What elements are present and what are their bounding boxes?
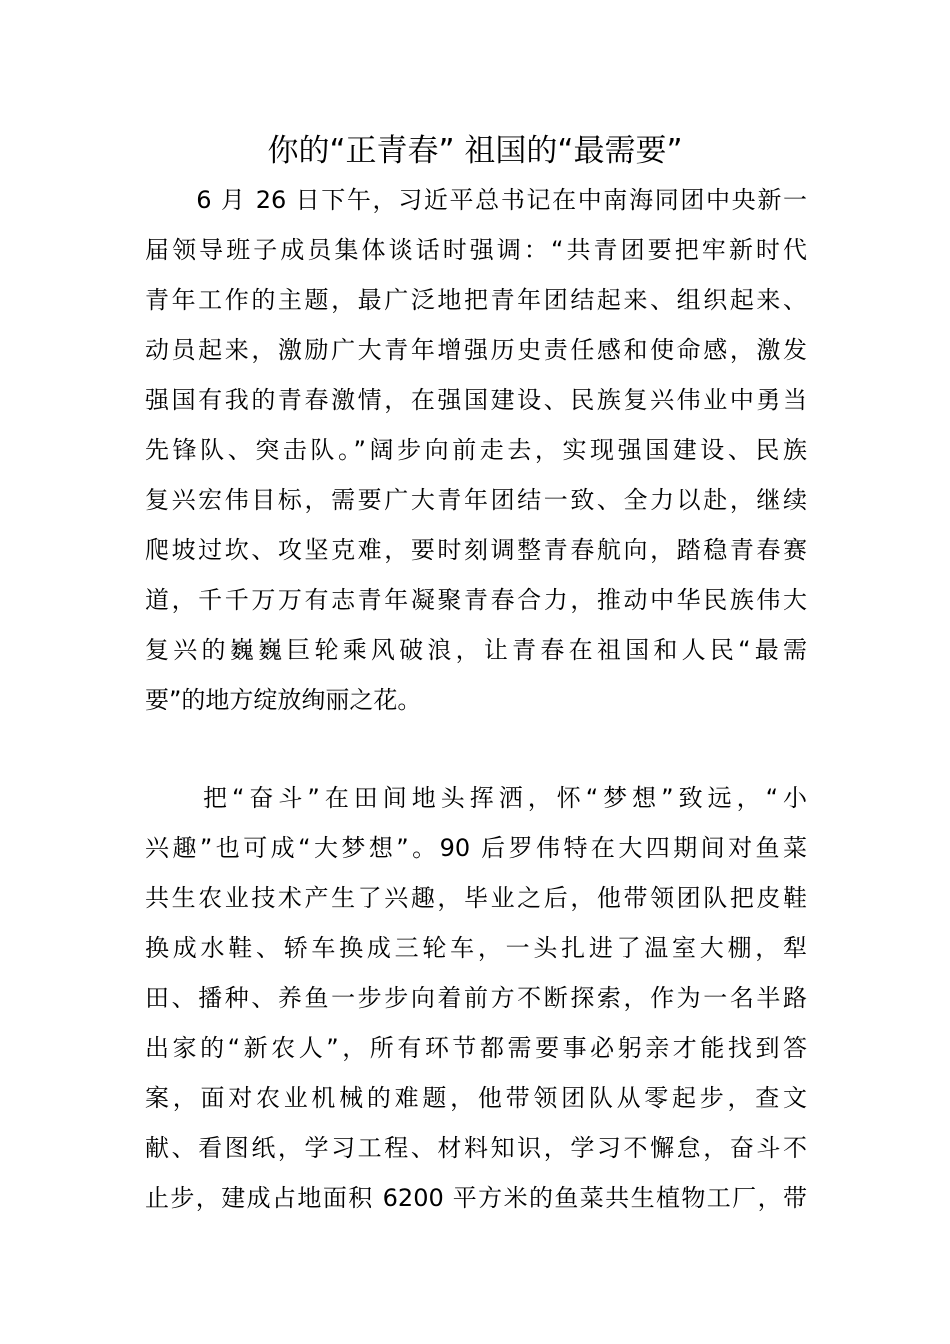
paragraph-line: 道，千千万万有志青年凝聚青春合力，推动中华民族伟大 [145,586,807,614]
paragraph-line: 出家的“新农人”，所有环节都需要事必躬亲才能找到答 [145,1034,807,1062]
paragraph-1 [145,175,807,725]
paragraph-line: 案，面对农业机械的难题，他带领团队从零起步，查文 [145,1084,807,1112]
paragraph-line: 爬坡过坎、攻坚克难，要时刻调整青春航向，踏稳青春赛 [145,536,807,564]
paragraph-line: 复兴宏伟目标，需要广大青年团结一致、全力以赴，继续 [145,486,807,514]
paragraph-line: 复兴的巍巍巨轮乘风破浪，让青春在祖国和人民“最需 [145,636,807,664]
paragraph-line: 献、看图纸，学习工程、材料知识，学习不懈怠，奋斗不 [145,1134,807,1162]
paragraph-line: 把“奋斗”在田间地头挥洒，怀“梦想”致远，“小 [145,784,807,812]
paragraph-line: 换成水鞋、轿车换成三轮车，一头扎进了温室大棚，犁 [145,934,807,962]
paragraph-line: 先锋队、突击队。”阔步向前走去，实现强国建设、民族 [145,436,807,464]
paragraph-line: 共生农业技术产生了兴趣，毕业之后，他带领团队把皮鞋 [145,884,807,912]
document-title: 你的“正青春” 祖国的“最需要” [267,133,683,169]
paragraph-line: 强国有我的青春激情，在强国建设、民族复兴伟业中勇当 [145,386,807,414]
paragraph-line: 动员起来，激励广大青年增强历史责任感和使命感，激发 [145,336,807,364]
paragraph-line: 6 月 26 日下午，习近平总书记在中南海同团中央新一 [145,186,807,214]
paragraph-line: 届领导班子成员集体谈话时强调：“共青团要把牢新时代 [145,236,807,264]
paragraph-line: 青年工作的主题，最广泛地把青年团结起来、组织起来、 [145,286,807,314]
paragraph-line: 要”的地方绽放绚丽之花。 [145,686,422,714]
paragraph-line: 田、播种、养鱼一步步向着前方不断探索，作为一名半路 [145,984,807,1012]
paragraph-2 [145,773,807,1223]
paragraph-line: 兴趣”也可成“大梦想”。90 后罗伟特在大四期间对鱼菜 [145,834,807,862]
paragraph-line: 止步，建成占地面积 6200 平方米的鱼菜共生植物工厂，带 [145,1184,807,1212]
